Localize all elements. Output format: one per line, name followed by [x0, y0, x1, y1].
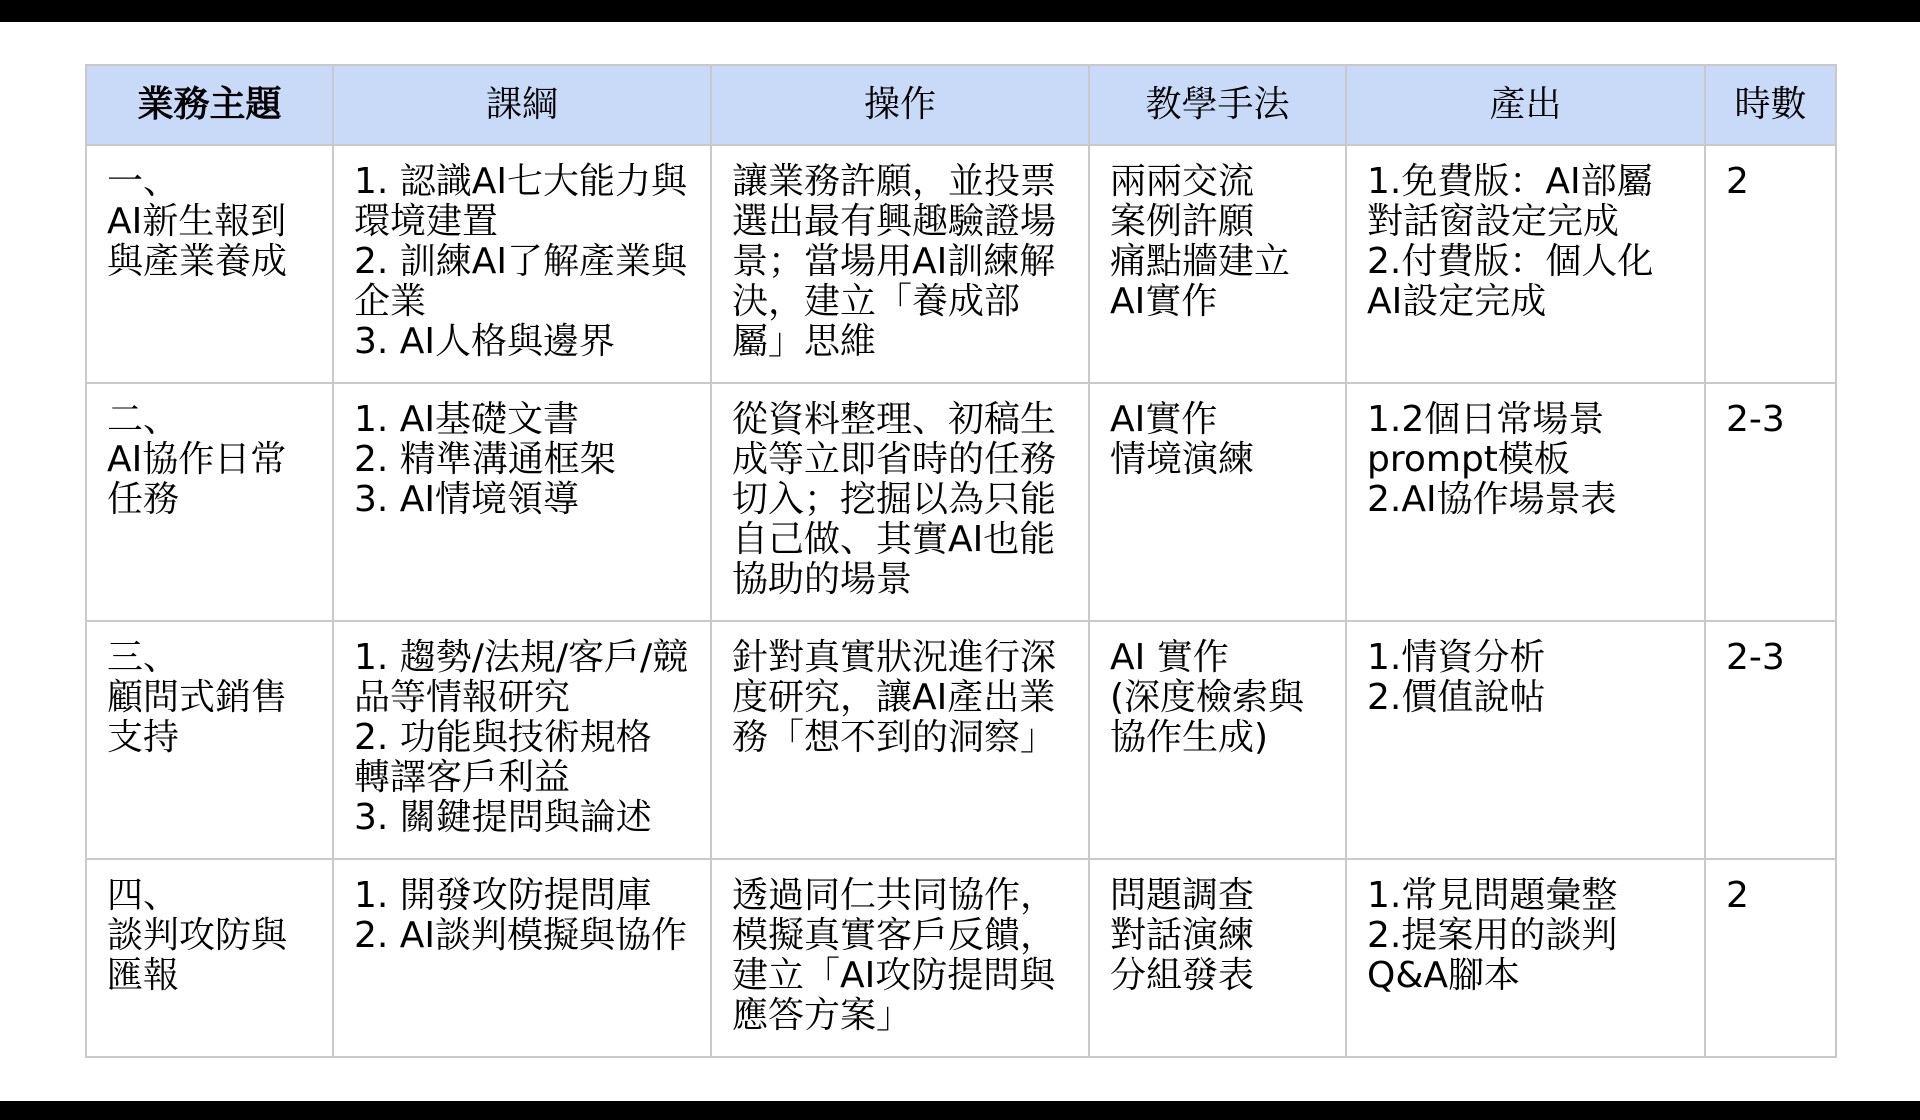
- table-row: [86, 145, 1836, 383]
- table-row: [86, 621, 1836, 859]
- slide: [0, 22, 1920, 1101]
- syllabus-cell: 1. AI基礎文書 2. 精準溝通框架 3. AI情境領導: [333, 383, 711, 621]
- output-cell: 1.情資分析 2.價值說帖: [1346, 621, 1705, 859]
- table-row: [86, 383, 1836, 621]
- topic-cell: 三、 顧問式銷售 支持: [86, 621, 333, 859]
- table-header-row: [86, 65, 1836, 145]
- method-cell: AI 實作 (深度檢索與 協作生成): [1089, 621, 1346, 859]
- topic-cell: 四、 談判攻防與 匯報: [86, 859, 333, 1057]
- output-cell: 1.免費版：AI部屬 對話窗設定完成 2.付費版：個人化 AI設定完成: [1346, 145, 1705, 383]
- table-row: [86, 859, 1836, 1057]
- operation-cell: 讓業務許願，並投票 選出最有興趣驗證場 景；當場用AI訓練解 決，建立「養成部 屬」思維: [711, 145, 1089, 383]
- topic-cell: 一、 AI新生報到 與產業養成: [86, 145, 333, 383]
- operation-cell: 透過同仁共同協作， 模擬真實客戶反饋， 建立「AI攻防提問與 應答方案」: [711, 859, 1089, 1057]
- course-plan-table: [85, 64, 1837, 1058]
- header-hours: 時數: [1705, 65, 1836, 145]
- output-cell: 1.常見問題彙整 2.提案用的談判 Q&A腳本: [1346, 859, 1705, 1057]
- hours-cell: 2-3: [1705, 621, 1836, 859]
- syllabus-cell: 1. 認識AI七大能力與 環境建置 2. 訓練AI了解產業與 企業 3. AI人格與邊界: [333, 145, 711, 383]
- header-output: 產出: [1346, 65, 1705, 145]
- topic-cell: 二、 AI協作日常 任務: [86, 383, 333, 621]
- header-method: 教學手法: [1089, 65, 1346, 145]
- hours-cell: 2: [1705, 145, 1836, 383]
- header-syllabus: 課綱: [333, 65, 711, 145]
- syllabus-cell: 1. 開發攻防提問庫 2. AI談判模擬與協作: [333, 859, 711, 1057]
- operation-cell: 從資料整理、初稿生 成等立即省時的任務 切入；挖掘以為只能 自己做、其實AI也能 協助的場景: [711, 383, 1089, 621]
- method-cell: 兩兩交流 案例許願 痛點牆建立 AI實作: [1089, 145, 1346, 383]
- output-cell: 1.2個日常場景 prompt模板 2.AI協作場景表: [1346, 383, 1705, 621]
- header-topic: 業務主題: [86, 65, 333, 145]
- hours-cell: 2-3: [1705, 383, 1836, 621]
- header-operation: 操作: [711, 65, 1089, 145]
- hours-cell: 2: [1705, 859, 1836, 1057]
- operation-cell: 針對真實狀況進行深 度研究，讓AI產出業 務「想不到的洞察」: [711, 621, 1089, 859]
- method-cell: 問題調查 對話演練 分組發表: [1089, 859, 1346, 1057]
- syllabus-cell: 1. 趨勢/法規/客戶/競 品等情報研究 2. 功能與技術規格 轉譯客戶利益 3. 關鍵提問與論述: [333, 621, 711, 859]
- method-cell: AI實作 情境演練: [1089, 383, 1346, 621]
